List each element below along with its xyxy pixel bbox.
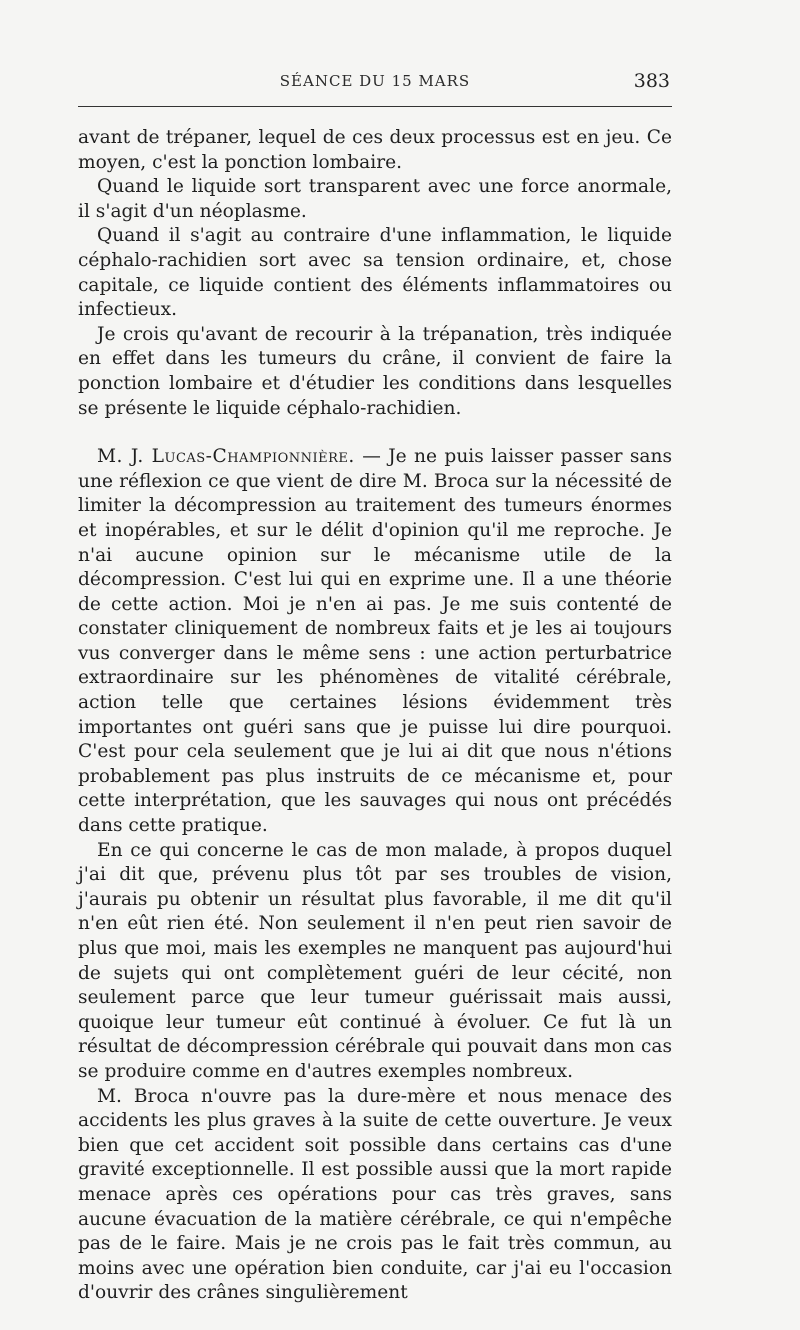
page-number: 383: [633, 70, 670, 92]
paragraph: M. Broca n'ouvre pas la dure-mère et nous menace des accidents les plus graves à la suite de cette ouverture. Je veux bien que cet accident soit possible dans certains cas d'une gravité exceptionnelle. Il est possible aussi que la mort rapide menace après ces opérations pour cas très graves, sans aucune évacuation de la matière cérébrale, ce qui n'empêche pas de le faire. Mais je ne crois pas le fait très commun, au moins avec une opération bien conduite, car j'ai eu l'occasion d'ouvrir des crânes singulièrement: [78, 1085, 672, 1304]
header-rule: [78, 106, 672, 107]
body-text: [78, 126, 672, 1306]
page-header: [78, 68, 672, 96]
paragraph: Quand il s'agit au contraire d'une inflammation, le liquide céphalo-rachidien sort avec sa tension ordinaire, et, chose capitale, ce liquide contient des éléments inflammatoires ou infectieux.: [78, 225, 672, 321]
running-head: SÉANCE DU 15 MARS: [279, 72, 471, 90]
speech-paragraph: [78, 445, 672, 839]
speaker-name: M. J. Lucas-Championnière.: [97, 446, 355, 468]
paragraph: Je crois qu'avant de recourir à la trépanation, très indiquée en effet dans les tumeurs du crâne, il convient de faire la ponction lombaire et d'étudier les conditions dans lesquelles se présente le liquide céphalo-rachidien.: [78, 323, 672, 419]
speech-text: — Je ne puis laisser passer sans une réflexion ce que vient de dire M. Broca sur la nécessité de limiter la décompression au traitement des tumeurs énormes et inopérables, et sur le délit d'opinion qu'il me reproche. Je n'ai aucune opinion sur le mécanisme utile de la décompression. C'est lui qui en exprime une. Il a une théorie de cette action. Moi je n'en ai pas. Je me suis contenté de constater cliniquement de nombreux faits et je les ai toujours vus converger dans le même sens : une action perturbatrice extraordinaire sur les phénomènes de vitalité cérébrale, action telle que certaines lésions évidemment très importantes ont guéri sans que je puisse lui dire pourquoi. C'est pour cela seulement que je lui ai dit que nous n'étions probablement pas plus instruits de ce mécanisme et, pour cette interprétation, que les sauvages qui nous ont précédés dans cette pratique.: [78, 446, 672, 837]
paragraph: Quand le liquide sort transparent avec une force anormale, il s'agit d'un néoplasme.: [78, 176, 672, 222]
paragraph: En ce qui concerne le cas de mon malade, à propos duquel j'ai dit que, prévenu plus tôt par ses troubles de vision, j'aurais pu obtenir un résultat plus favorable, il me dit qu'il n'en eût rien été. Non seulement il n'en peut rien savoir de plus que moi, mais les exemples ne manquent pas aujourd'hui de sujets qui ont complètement guéri de leur cécité, non seulement parce que leur tumeur guérissait mais aussi, quoique leur tumeur eût continué à évoluer. Ce fut là un résultat de décompression cérébrale qui pouvait dans mon cas se produire comme en d'autres exemples nombreux.: [78, 839, 672, 1082]
paragraph: avant de trépaner, lequel de ces deux processus est en jeu. Ce moyen, c'est la ponction lombaire.: [78, 127, 672, 173]
